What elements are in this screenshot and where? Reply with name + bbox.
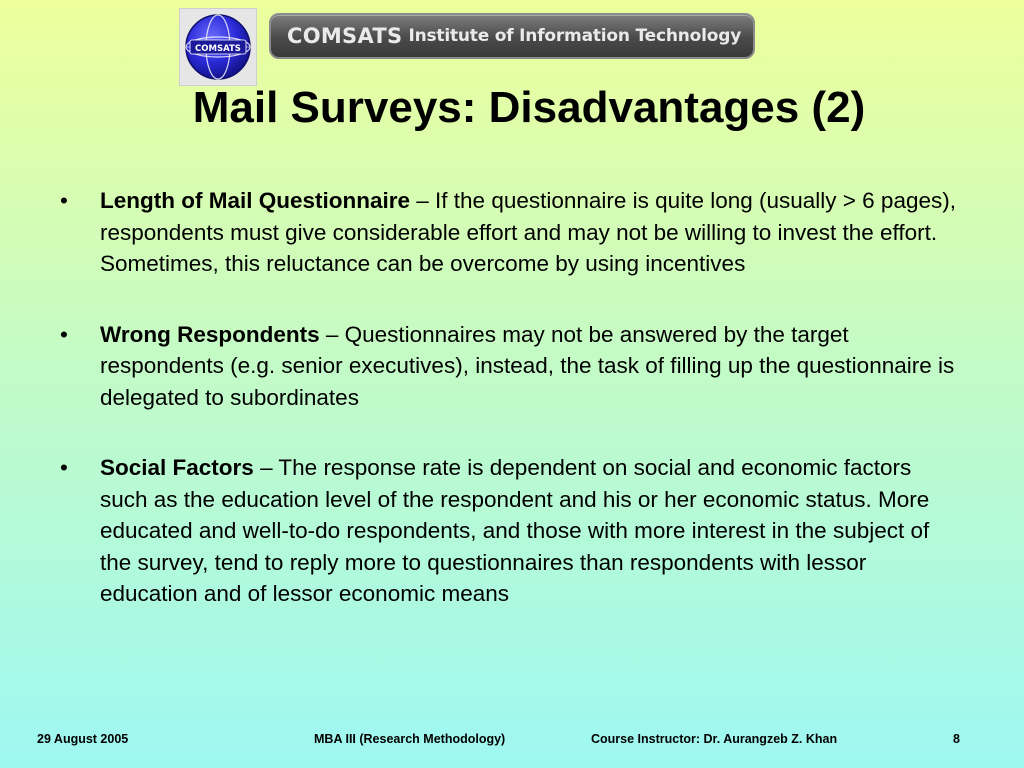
bullet-term: Social Factors <box>100 455 254 480</box>
bullet-dot-icon: • <box>60 321 68 347</box>
footer-course: MBA III (Research Methodology) <box>314 732 506 746</box>
bullet-item <box>0 319 1024 414</box>
footer-instructor: Course Instructor: Dr. Aurangzeb Z. Khan <box>591 732 838 746</box>
comsats-logo <box>179 8 257 86</box>
bullet-dot-icon: • <box>60 455 68 480</box>
bullet-dot-icon: • <box>60 188 68 213</box>
bullet-term: Length of Mail Questionnaire <box>100 188 411 213</box>
banner-subtitle: Institute of Information Technology <box>408 26 742 46</box>
banner-name: COMSATS <box>287 24 403 48</box>
globe-icon <box>180 9 256 85</box>
slide-title: Mail Surveys: Disadvantages (2) <box>192 83 866 132</box>
bullet-item <box>0 452 1024 610</box>
institute-banner <box>269 13 755 59</box>
bullet-list <box>0 185 1024 649</box>
logo-text: COMSATS <box>195 44 241 54</box>
bullet-item <box>0 185 1024 280</box>
bullet-text: – The response rate is dependent on social and economic factors such as the education level of the respondent and his or her economic status. More educated and well-to-do respondents, and those with more interest in the subject of the survey, tend to reply more to questionnaires than respondents with lessor education and of lessor economic means <box>100 455 930 606</box>
bullet-text: – If the questionnaire is quite long (usually > 6 pages), respondents must give considerable effort and may not be willing to invest the effort. Sometimes, this reluctance can be overcome by using incentives <box>100 188 956 276</box>
footer-date: 29 August 2005 <box>37 732 129 746</box>
bullet-term: Wrong Respondents <box>100 321 320 347</box>
bullet-text: – Questionnaires may not be answered by the target respondents (e.g. senior executives), instead, the task of filling up the questionnaire is delegated to subordinates <box>100 321 955 410</box>
footer-page-number: 8 <box>953 732 960 746</box>
